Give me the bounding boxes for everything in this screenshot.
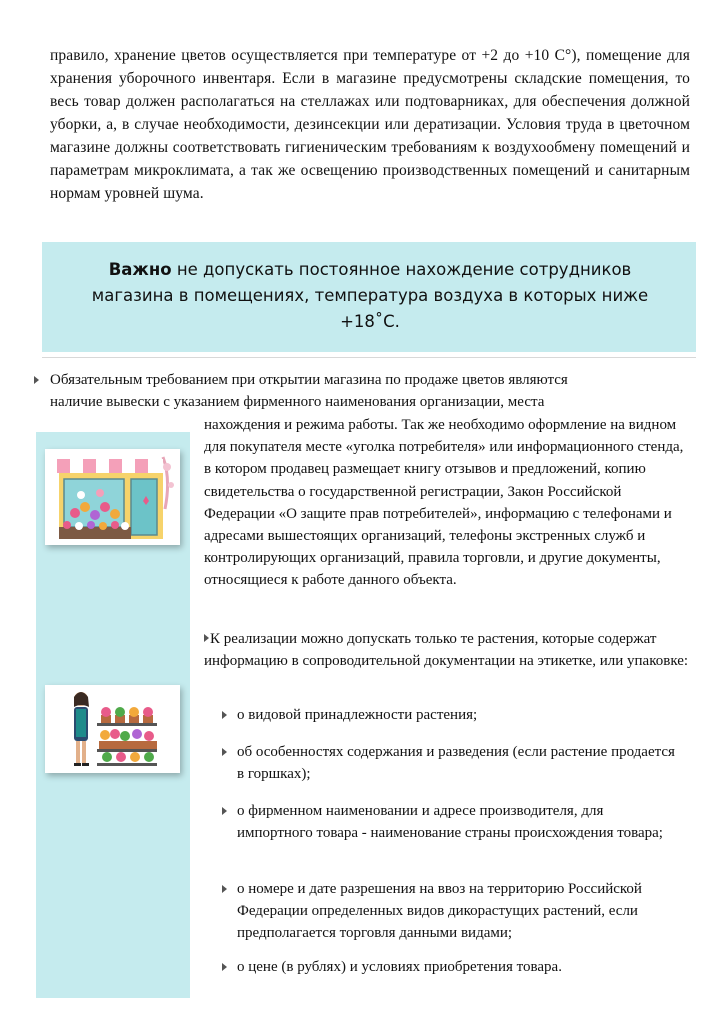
bullet-triangle-icon <box>222 711 227 719</box>
divider <box>42 357 696 358</box>
bullet-triangle-icon <box>222 807 227 815</box>
list-item-text: о цене (в рублях) и условиях приобретения товара. <box>237 959 562 975</box>
bullet-triangle-icon <box>222 963 227 971</box>
intro-paragraph: правило, хранение цветов осуществляется при температуре от +2 до +10 С°), помещение для хранения уборочного инвентаря. Если в магазине предусмотрены складские помещения, то весь товар должен располагаться на стеллажах или подтоварниках, для обеспечения должной уборки, а, в случае необходимости, дезинсекции или дератизации. Условия труда в цветочном магазине должны соответствовать гигиеническим требованиям к воздухообмену помещений и параметрам микроклимата, а так же освещению производственных помещений и санитарным нормам уровней шума. <box>50 47 690 202</box>
flower-shop-icon <box>45 449 180 545</box>
florist-icon <box>45 685 180 773</box>
callout-bold: Важно <box>108 260 172 279</box>
flower-shop-image <box>45 449 180 545</box>
callout-line2: магазина в помещениях, температура воздуха в которых ниже <box>91 286 649 305</box>
list-item-text: об особенностях содержания и разведения (если растение продается в горшках); <box>237 744 675 783</box>
callout-line1: не допускать постоянное нахождение сотрудников <box>171 260 632 279</box>
bullet-triangle-icon <box>222 885 227 893</box>
requirement-line1: Обязательным требованием при открытии магазина по продаже цветов являются <box>50 372 568 388</box>
sale-intro-text: К реализации можно допускать только те растения, которые содержат информацию в сопроводительной документации на этикетке, или упаковке: <box>204 631 689 670</box>
bullet-triangle-icon <box>204 634 209 642</box>
callout-text <box>60 257 680 335</box>
sale-intro <box>204 628 690 672</box>
list-item-text: о номере и дате разрешения на ввоз на территорию Российской Федерации определенных видов дикорастущих растений, если предполагается торговля данными видами; <box>237 881 642 942</box>
bullet-triangle-icon <box>34 376 39 384</box>
requirement-continued: нахождения и режима работы. Так же необходимо оформление на видном для покупателя месте «уголка потребителя» или информационного стенда, в котором продавец размещает книгу отзывов и предложений, копию свидетельства о государственной регистрации, Закон Российской Федерации «О защите прав потребителей», информацию с телефонами и адресами вышестоящих организаций, телефоны экстренных служб и контролирующих организаций, правила торговли, и другие документы, относящиеся к работе данного объекта. <box>204 417 684 589</box>
florist-image <box>45 685 180 773</box>
requirement-line2: наличие вывески с указанием фирменного наименования организации, места <box>50 394 545 410</box>
bullet-triangle-icon <box>222 748 227 756</box>
callout-line3: +18˚С. <box>340 312 400 331</box>
list-item-text: о видовой принадлежности растения; <box>237 707 478 723</box>
list-item-text: о фирменном наименовании и адресе производителя, для импортного товара - наименование страны происхождения товара; <box>237 803 663 842</box>
